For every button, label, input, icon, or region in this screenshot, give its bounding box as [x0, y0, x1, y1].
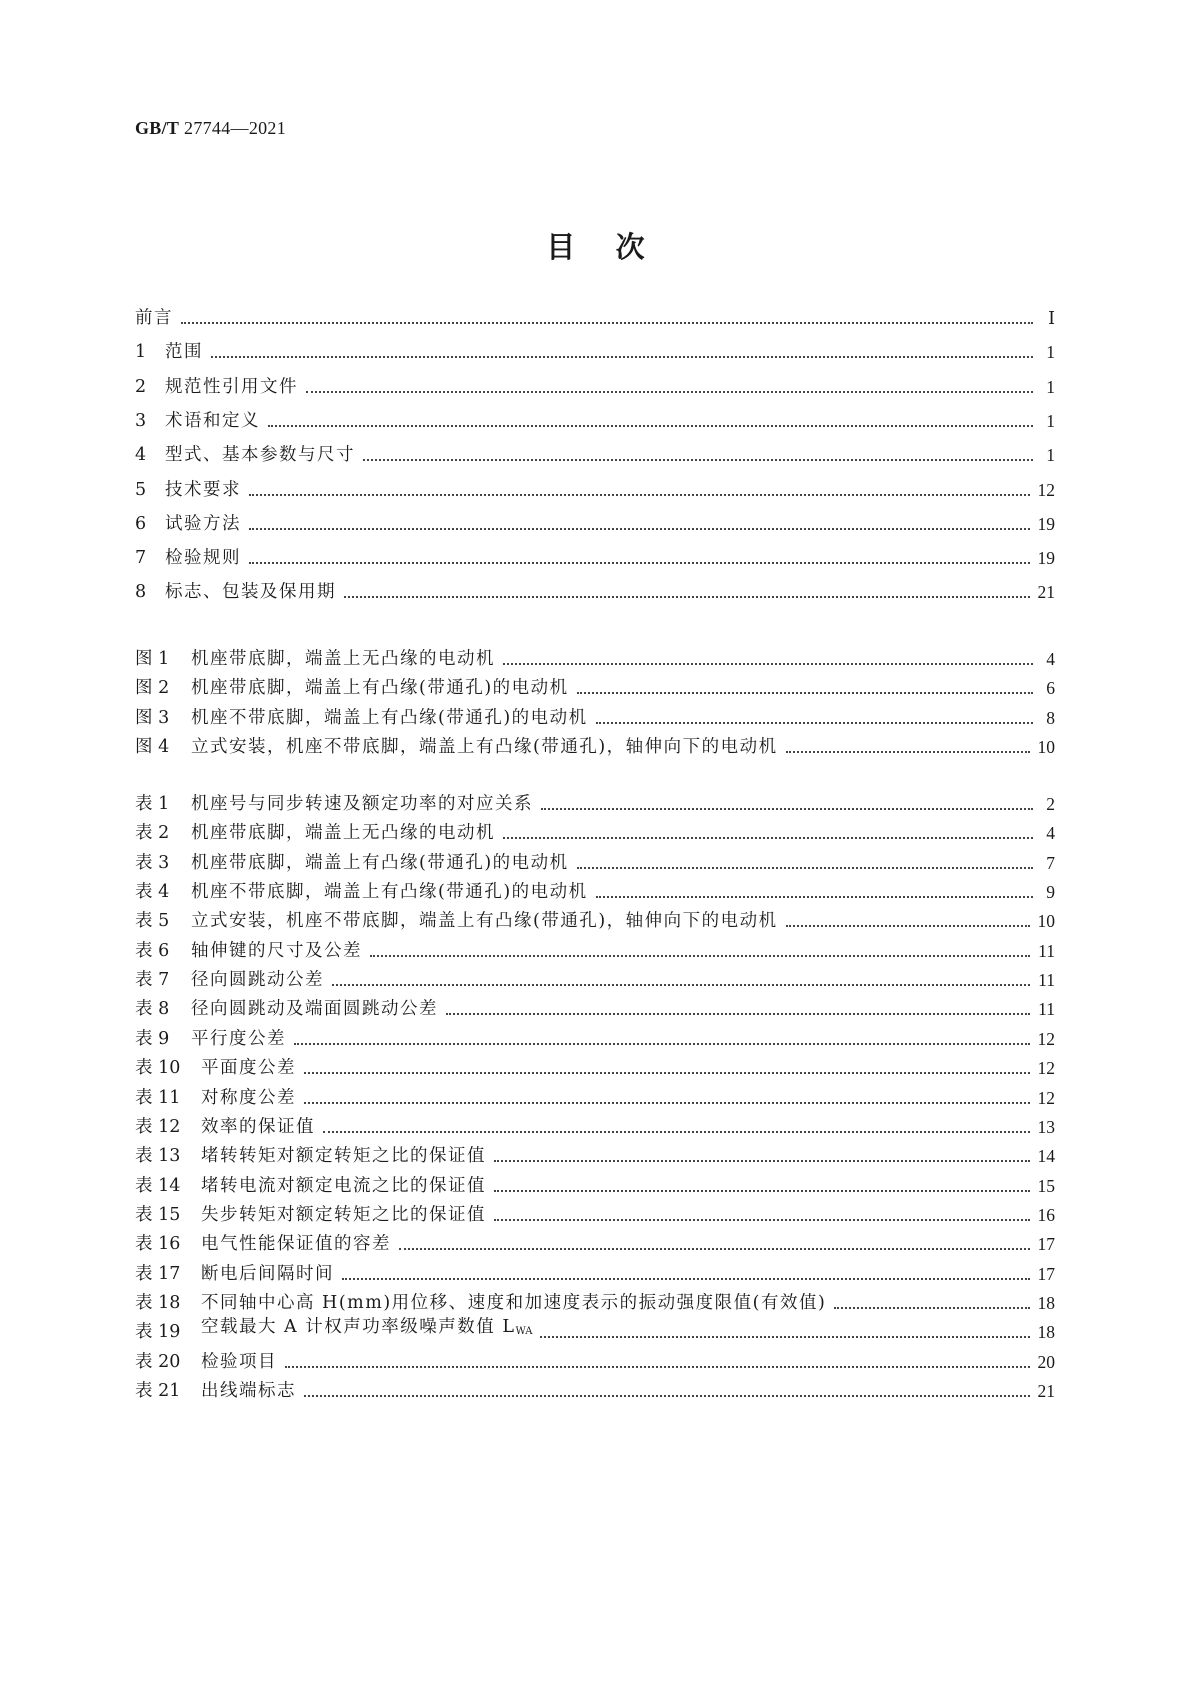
- toc-entry-number: 图 3: [135, 707, 170, 728]
- toc-entry[interactable]: [135, 878, 1055, 906]
- toc-entry-number: 表 15: [135, 1204, 181, 1225]
- toc-dot-leader: [294, 1043, 1030, 1045]
- toc-entry-page[interactable]: 19: [1037, 513, 1055, 534]
- toc-entry-title[interactable]: [165, 373, 298, 401]
- toc-entry-number: 表 7: [135, 970, 170, 991]
- toc-entry-number: 表 19: [135, 1322, 181, 1343]
- toc-entry-title[interactable]: [191, 819, 495, 847]
- toc-entry-title[interactable]: [201, 1313, 532, 1346]
- toc-dot-leader: [577, 692, 1033, 694]
- toc-entry-number: 表 6: [135, 940, 170, 961]
- toc-entry[interactable]: [135, 304, 1055, 332]
- toc-entry-page[interactable]: 4: [1046, 823, 1055, 844]
- toc-entry-title-text: 机座号与同步转速及额定功率的对应关系: [191, 794, 533, 814]
- toc-entry-title-text: 平行度公差: [191, 1028, 286, 1049]
- toc-entry-title[interactable]: [165, 544, 241, 572]
- toc-dot-leader: [834, 1307, 1029, 1309]
- toc-entry-page[interactable]: 21: [1037, 1381, 1055, 1401]
- toc-entry-number: 表 5: [135, 911, 170, 932]
- toc-dot-leader: [494, 1219, 1030, 1221]
- toc-entry-title[interactable]: [201, 1113, 315, 1141]
- toc-entry-page[interactable]: 2: [1046, 794, 1055, 814]
- toc-dot-leader: [304, 1102, 1030, 1104]
- toc-entry[interactable]: [135, 937, 1055, 965]
- toc-entry-title[interactable]: [191, 878, 588, 906]
- toc-entry[interactable]: [135, 441, 1055, 469]
- toc-entry-number: 表 10: [135, 1058, 181, 1079]
- toc-entry-title[interactable]: [191, 645, 495, 673]
- toc-dot-leader: [494, 1190, 1030, 1192]
- toc-dot-leader: [285, 1366, 1030, 1368]
- toc-entry[interactable]: [135, 674, 1055, 702]
- toc-entry-title[interactable]: [201, 1054, 296, 1082]
- toc-dot-leader: [370, 955, 1030, 957]
- toc-entry-title-text: 技术要求: [165, 479, 241, 500]
- toc-entry-page[interactable]: 11: [1038, 970, 1055, 991]
- toc-entry-title[interactable]: [191, 790, 533, 818]
- toc-entry-page[interactable]: 17: [1037, 1234, 1055, 1255]
- toc-entry-title-text: 失步转矩对额定转矩之比的保证值: [201, 1204, 486, 1225]
- toc-entry[interactable]: [135, 645, 1055, 673]
- toc-entry-title-text: 检验规则: [165, 548, 241, 569]
- toc-entry-title[interactable]: [201, 1260, 334, 1288]
- toc-entry-number: 表 20: [135, 1351, 181, 1372]
- toc-entry-number: 图 2: [135, 678, 170, 699]
- toc-entry-number: 表 18: [135, 1292, 181, 1313]
- toc-entry-title[interactable]: [191, 674, 569, 702]
- toc-dot-leader: [363, 459, 1033, 461]
- toc-entry-page[interactable]: 1: [1046, 342, 1055, 363]
- toc-entry[interactable]: [135, 1142, 1055, 1170]
- toc-entry-page[interactable]: 12: [1037, 1058, 1055, 1079]
- toc-entry-page[interactable]: 13: [1037, 1116, 1055, 1137]
- toc-entry-title-text: 断电后间隔时间: [201, 1263, 334, 1284]
- toc-entry[interactable]: [135, 1084, 1055, 1112]
- toc-entry-title-text: 检验项目: [201, 1351, 277, 1372]
- toc-entry-title[interactable]: [165, 407, 260, 435]
- toc-entry-title[interactable]: [191, 1025, 286, 1053]
- toc-entry-page[interactable]: 19: [1037, 548, 1055, 569]
- toc-entry[interactable]: [135, 1201, 1055, 1229]
- toc-entry-page[interactable]: 8: [1046, 707, 1055, 728]
- toc-entry-title-text: 机座带底脚，端盖上无凸缘的电动机: [191, 823, 495, 844]
- toc-entry[interactable]: [135, 1260, 1055, 1288]
- toc-entry-title-text: 径向圆跳动公差: [191, 970, 324, 991]
- toc-entry-title[interactable]: [201, 1084, 296, 1112]
- toc-entry-title-text: 对称度公差: [201, 1087, 296, 1108]
- standard-number: 27744—2021: [184, 118, 287, 138]
- toc-entry-page[interactable]: 4: [1046, 649, 1055, 669]
- toc-entry-title-text: 出线端标志: [201, 1381, 296, 1401]
- toc-entry-title-text: 机座不带底脚，端盖上有凸缘(带通孔)的电动机: [191, 882, 588, 903]
- toc-entry[interactable]: [135, 1318, 1055, 1346]
- toc-entry-page[interactable]: 1: [1046, 376, 1055, 397]
- toc-entry-number: 7: [135, 548, 147, 569]
- page-title: 目 次: [546, 230, 645, 264]
- toc-entry-title-text: 堵转电流对额定电流之比的保证值: [201, 1175, 486, 1196]
- toc-entry-number: 图 4: [135, 736, 170, 757]
- toc-dot-leader: [304, 1072, 1030, 1074]
- toc-entry[interactable]: [135, 373, 1055, 401]
- toc-entry-title-text: 轴伸键的尺寸及公差: [191, 940, 362, 961]
- toc-entry-title-text: 术语和定义: [165, 410, 260, 431]
- toc-entry-number: 表 2: [135, 823, 170, 844]
- toc-entry-title-text: 堵转转矩对额定转矩之比的保证值: [201, 1146, 486, 1167]
- toc-dot-leader: [596, 722, 1033, 724]
- toc-entry-number: 表 8: [135, 999, 170, 1020]
- toc-dot-leader: [596, 896, 1033, 898]
- toc-entry-page[interactable]: 6: [1046, 678, 1055, 699]
- toc-dot-leader: [503, 663, 1033, 665]
- toc-entry-title[interactable]: [165, 510, 241, 538]
- toc-entry-title-text: 空载最大 A 计权声功率级噪声数值 L: [201, 1317, 516, 1338]
- toc-entry[interactable]: [135, 1348, 1055, 1376]
- toc-entry-page[interactable]: 9: [1046, 882, 1055, 903]
- toc-entry-title-text: 范围: [165, 342, 203, 363]
- toc-entry-title[interactable]: [191, 907, 778, 935]
- toc-entry[interactable]: [135, 733, 1055, 761]
- toc-entry-title[interactable]: [165, 338, 203, 366]
- toc-entry-number: 1: [135, 342, 147, 363]
- toc-entry-title[interactable]: [201, 1172, 486, 1200]
- toc-entry-title[interactable]: [191, 966, 324, 994]
- toc-entry-number: 表 13: [135, 1146, 181, 1167]
- toc-entry-page[interactable]: 18: [1037, 1292, 1055, 1313]
- toc-entry-title-text: 机座不带底脚，端盖上有凸缘(带通孔)的电动机: [191, 707, 588, 728]
- toc-entry-title-text: 不同轴中心高 H(mm)用位移、速度和加速度表示的振动强度限值(有效值): [201, 1292, 827, 1313]
- toc-entry[interactable]: [135, 476, 1055, 504]
- toc-entry-page[interactable]: 12: [1037, 1087, 1055, 1108]
- toc-dot-leader: [249, 562, 1030, 564]
- standard-code: [135, 118, 286, 139]
- toc-entry-number: 表 17: [135, 1263, 181, 1284]
- toc-dot-leader: [577, 867, 1033, 869]
- toc-entry-page[interactable]: 21: [1037, 582, 1055, 603]
- toc-entry[interactable]: [135, 338, 1055, 366]
- toc-entry-title-text: 径向圆跳动及端面圆跳动公差: [191, 999, 438, 1020]
- toc-entry-title[interactable]: [165, 578, 336, 606]
- toc-entry-title[interactable]: [201, 1348, 277, 1376]
- toc-entry-page[interactable]: 20: [1037, 1351, 1055, 1372]
- toc-dot-leader: [249, 494, 1030, 496]
- toc-dot-leader: [786, 751, 1030, 753]
- toc-entry[interactable]: [135, 966, 1055, 994]
- toc-entry-title-subscript: WA: [515, 1326, 533, 1338]
- toc-entry[interactable]: [135, 790, 1055, 818]
- toc-dot-leader: [249, 528, 1030, 530]
- toc-entry-page[interactable]: 18: [1037, 1322, 1055, 1343]
- toc-entry[interactable]: [135, 1025, 1055, 1053]
- toc-entry-page[interactable]: 17: [1037, 1263, 1055, 1284]
- toc-entry[interactable]: [135, 1230, 1055, 1258]
- toc-entry[interactable]: [135, 995, 1055, 1023]
- toc-entry-page[interactable]: 11: [1038, 999, 1055, 1020]
- toc-entry-number: 表 12: [135, 1116, 181, 1137]
- toc-entry[interactable]: [135, 1113, 1055, 1141]
- toc-dot-leader: [494, 1160, 1030, 1162]
- toc-entry-page[interactable]: 16: [1037, 1204, 1055, 1225]
- toc-entry[interactable]: [135, 510, 1055, 538]
- toc-dot-leader: [503, 837, 1033, 839]
- toc-dot-leader: [344, 596, 1030, 598]
- toc-entry-title[interactable]: [165, 476, 241, 504]
- toc-entry-title-text: 前言: [135, 308, 173, 328]
- toc-dot-leader: [332, 984, 1030, 986]
- toc-entry-title[interactable]: [191, 704, 588, 732]
- toc-dot-leader: [540, 1336, 1029, 1338]
- toc-entry-title-text: 规范性引用文件: [165, 376, 298, 397]
- toc-dot-leader: [268, 425, 1033, 427]
- toc-entry-title[interactable]: [201, 1377, 296, 1405]
- toc-entry-number: 表 1: [135, 794, 170, 814]
- toc-entry-title-text: 试验方法: [165, 513, 241, 534]
- toc-entry-title[interactable]: [135, 304, 173, 332]
- toc-entry-title-text: 平面度公差: [201, 1058, 296, 1079]
- toc-dot-leader: [541, 808, 1033, 810]
- toc-entry[interactable]: [135, 544, 1055, 572]
- toc-entry[interactable]: [135, 849, 1055, 877]
- toc-entry-title[interactable]: [201, 1142, 486, 1170]
- toc-entry-number: 图 1: [135, 649, 170, 669]
- toc-entry-number: 3: [135, 410, 147, 431]
- toc-entry-number: 表 9: [135, 1028, 170, 1049]
- toc-dot-leader: [304, 1395, 1030, 1397]
- toc-entry-title-text: 立式安装，机座不带底脚，端盖上有凸缘(带通孔)，轴伸向下的电动机: [191, 736, 778, 757]
- toc-entry-number: 4: [135, 445, 147, 466]
- toc-dot-leader: [786, 925, 1030, 927]
- toc-entry-title[interactable]: [191, 849, 569, 877]
- toc-entry-title-text: 机座带底脚，端盖上有凸缘(带通孔)的电动机: [191, 852, 569, 873]
- toc-entry-page[interactable]: 12: [1037, 479, 1055, 500]
- toc-entry-title-text: 效率的保证值: [201, 1116, 315, 1137]
- toc-entry-title[interactable]: [165, 441, 355, 469]
- toc-entry[interactable]: [135, 1054, 1055, 1082]
- toc-entry-title[interactable]: [191, 733, 778, 761]
- toc-entry-title[interactable]: [191, 995, 438, 1023]
- toc-entry-page[interactable]: 10: [1037, 736, 1055, 757]
- toc-entry[interactable]: [135, 1172, 1055, 1200]
- toc-dot-leader: [446, 1013, 1030, 1015]
- toc-entry-title-text: 立式安装，机座不带底脚，端盖上有凸缘(带通孔)，轴伸向下的电动机: [191, 911, 778, 932]
- toc-entry[interactable]: [135, 407, 1055, 435]
- toc-dot-leader: [306, 391, 1033, 393]
- toc-entry-page[interactable]: 1: [1046, 445, 1055, 466]
- toc-dot-leader: [399, 1248, 1030, 1250]
- toc-entry-title[interactable]: [191, 937, 362, 965]
- toc-entry-number: 表 14: [135, 1175, 181, 1196]
- toc-entry-number: 6: [135, 513, 147, 534]
- toc-entry-page[interactable]: 11: [1038, 940, 1055, 961]
- toc-dot-leader: [211, 356, 1033, 358]
- toc-entry-page[interactable]: 10: [1037, 911, 1055, 932]
- toc-entry-title-text: 型式、基本参数与尺寸: [165, 445, 355, 466]
- toc-entry-number: 表 3: [135, 852, 170, 873]
- toc-dot-leader: [342, 1278, 1030, 1280]
- toc-entry-page[interactable]: 12: [1037, 1028, 1055, 1049]
- toc-entry-page[interactable]: 7: [1046, 852, 1055, 873]
- toc-entry-number: 8: [135, 582, 147, 603]
- toc-entry-title[interactable]: [201, 1201, 486, 1229]
- toc-entry[interactable]: [135, 819, 1055, 847]
- toc-entry[interactable]: [135, 907, 1055, 935]
- toc-entry-title-text: 机座带底脚，端盖上无凸缘的电动机: [191, 649, 495, 669]
- toc-entry-number: 表 16: [135, 1234, 181, 1255]
- toc-entry-title-text: 机座带底脚，端盖上有凸缘(带通孔)的电动机: [191, 678, 569, 699]
- toc-entry-number: 2: [135, 376, 147, 397]
- standard-prefix: GB/T: [135, 118, 180, 138]
- toc-entry-page[interactable]: Ⅰ: [1048, 308, 1055, 328]
- toc-dot-leader: [323, 1131, 1030, 1133]
- toc-entry-number: 表 21: [135, 1381, 181, 1401]
- toc-dot-leader: [181, 322, 1033, 324]
- toc-entry-page[interactable]: 15: [1037, 1175, 1055, 1196]
- toc-entry-title-text: 标志、包装及保用期: [165, 582, 336, 603]
- toc-entry-number: 表 11: [135, 1087, 181, 1108]
- toc-entry[interactable]: [135, 1377, 1055, 1405]
- toc-entry[interactable]: [135, 578, 1055, 606]
- toc-entry-title-text: 电气性能保证值的容差: [201, 1234, 391, 1255]
- toc-entry-page[interactable]: 1: [1046, 410, 1055, 431]
- toc-entry-page[interactable]: 14: [1037, 1146, 1055, 1167]
- toc-entry-title[interactable]: [201, 1230, 391, 1258]
- toc-entry-number: 5: [135, 479, 147, 500]
- toc-entry-number: 表 4: [135, 882, 170, 903]
- toc-entry[interactable]: [135, 704, 1055, 732]
